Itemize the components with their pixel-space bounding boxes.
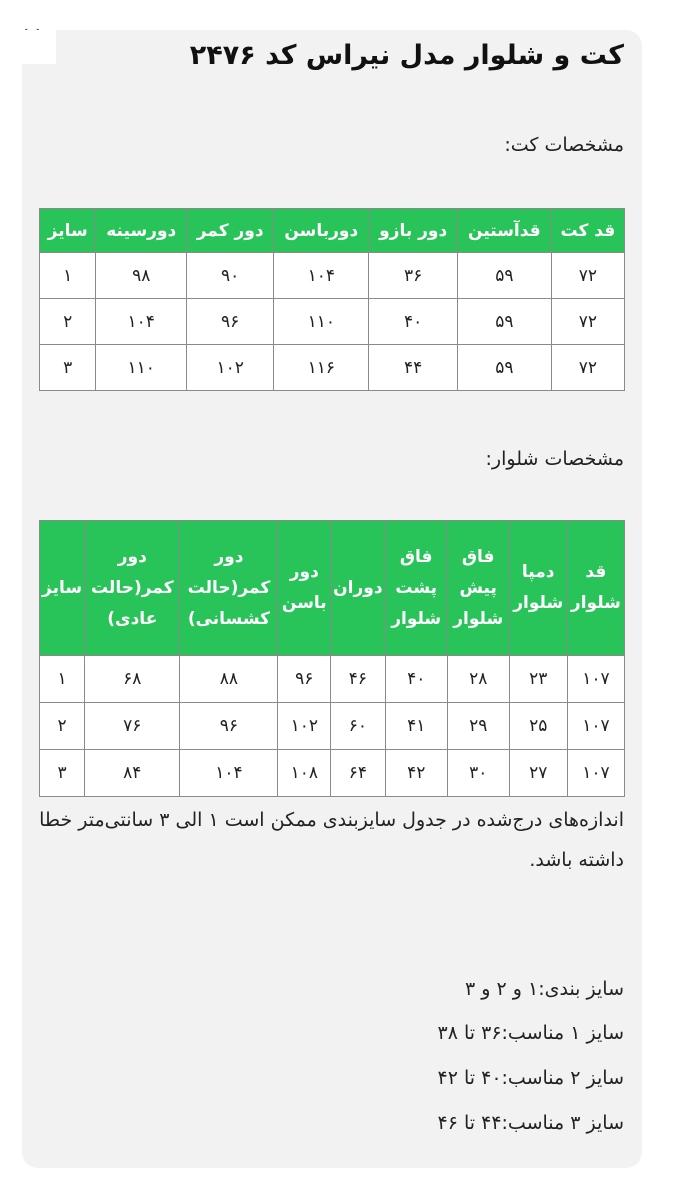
table-cell: ۷۶	[85, 703, 180, 750]
table-cell: ۲۸	[447, 656, 509, 703]
coat-header-cell: دور بازو	[369, 209, 458, 253]
table-cell: ۹۶	[278, 656, 331, 703]
table-row	[40, 656, 625, 703]
pants-header-cell: دور کمر(حالت عادی)	[85, 521, 180, 656]
coat-header-cell: دورباسن	[274, 209, 369, 253]
table-cell: ۴۰	[369, 299, 458, 345]
table-cell: ۱۰۴	[180, 750, 278, 797]
table-cell: ۹۸	[96, 253, 187, 299]
table-cell: ۲۷	[509, 750, 567, 797]
coat-header-row	[40, 209, 625, 253]
table-cell: ۵۹	[457, 345, 551, 391]
product-spec-card	[22, 30, 642, 1168]
table-cell: ۹۶	[187, 299, 274, 345]
table-cell: ۹۶	[180, 703, 278, 750]
table-cell: ۲۹	[447, 703, 509, 750]
table-cell: ۹۰	[187, 253, 274, 299]
page-title: کت و شلوار مدل نیراس کد ۲۴۷۶	[189, 40, 624, 71]
table-cell: ۶۴	[331, 750, 385, 797]
coat-header-cell: دور کمر	[187, 209, 274, 253]
table-cell: ۱	[40, 253, 96, 299]
coat-header-cell: قدآستین	[457, 209, 551, 253]
pants-header-cell: دور کمر(حالت کشسانی)	[180, 521, 278, 656]
coat-header-cell: سایز	[40, 209, 96, 253]
size-fit-line: سایز ۳ مناسب:۴۴ تا ۴۶	[437, 1112, 624, 1134]
table-cell: ۱۰۷	[567, 703, 624, 750]
table-cell: ۲۵	[509, 703, 567, 750]
size-fit-line: سایز ۲ مناسب:۴۰ تا ۴۲	[437, 1067, 624, 1089]
coat-section-label: مشخصات کت:	[504, 134, 624, 156]
card-corner	[22, 30, 56, 64]
coat-header-cell: دورسینه	[96, 209, 187, 253]
table-cell: ۴۴	[369, 345, 458, 391]
pants-header-cell: فاق پشت شلوار	[385, 521, 447, 656]
table-cell: ۱۰۴	[274, 253, 369, 299]
pants-header-cell: فاق پیش شلوار	[447, 521, 509, 656]
pants-header-cell: قد شلوار	[567, 521, 624, 656]
table-cell: ۵۹	[457, 299, 551, 345]
table-cell: ۱۰۷	[567, 656, 624, 703]
table-cell: ۱۱۰	[274, 299, 369, 345]
table-row	[40, 299, 625, 345]
pants-section-label: مشخصات شلوار:	[485, 448, 624, 470]
table-cell: ۳	[40, 750, 85, 797]
table-cell: ۲	[40, 703, 85, 750]
table-cell: ۱	[40, 656, 85, 703]
table-cell: ۱۰۲	[187, 345, 274, 391]
table-cell: ۱۰۷	[567, 750, 624, 797]
table-cell: ۵۹	[457, 253, 551, 299]
table-cell: ۱۱۰	[96, 345, 187, 391]
table-cell: ۴۶	[331, 656, 385, 703]
coat-header-cell: قد کت	[551, 209, 624, 253]
coat-size-table	[39, 208, 625, 391]
table-cell: ۴۰	[385, 656, 447, 703]
table-row	[40, 750, 625, 797]
table-cell: ۱۰۲	[278, 703, 331, 750]
table-row	[40, 253, 625, 299]
table-cell: ۶۸	[85, 656, 180, 703]
pants-header-cell: دمپا شلوار	[509, 521, 567, 656]
table-row	[40, 703, 625, 750]
size-tolerance-note: اندازه‌های درج‌شده در جدول سایزبندی ممکن است ۱ الی ۳ سانتی‌متر خطا داشته باشد.	[39, 809, 624, 871]
table-cell: ۳۶	[369, 253, 458, 299]
size-fit-line: سایز ۱ مناسب:۳۶ تا ۳۸	[437, 1022, 624, 1044]
table-cell: ۱۱۶	[274, 345, 369, 391]
table-row	[40, 345, 625, 391]
table-cell: ۸۸	[180, 656, 278, 703]
table-cell: ۸۴	[85, 750, 180, 797]
pants-header-cell: سایز	[40, 521, 85, 656]
table-cell: ۷۲	[551, 345, 624, 391]
table-cell: ۶۰	[331, 703, 385, 750]
table-cell: ۴۱	[385, 703, 447, 750]
table-cell: ۳	[40, 345, 96, 391]
table-cell: ۱۰۴	[96, 299, 187, 345]
pants-size-table	[39, 520, 625, 797]
table-cell: ۷۲	[551, 299, 624, 345]
table-cell: ۲۳	[509, 656, 567, 703]
table-cell: ۴۲	[385, 750, 447, 797]
pants-header-cell: دوران	[331, 521, 385, 656]
table-cell: ۱۰۸	[278, 750, 331, 797]
pants-header-row	[40, 521, 625, 656]
table-cell: ۳۰	[447, 750, 509, 797]
pants-header-cell: دور باسن	[278, 521, 331, 656]
table-cell: ۷۲	[551, 253, 624, 299]
table-cell: ۲	[40, 299, 96, 345]
size-range-line: سایز بندی:۱ و ۲ و ۳	[465, 978, 624, 1000]
